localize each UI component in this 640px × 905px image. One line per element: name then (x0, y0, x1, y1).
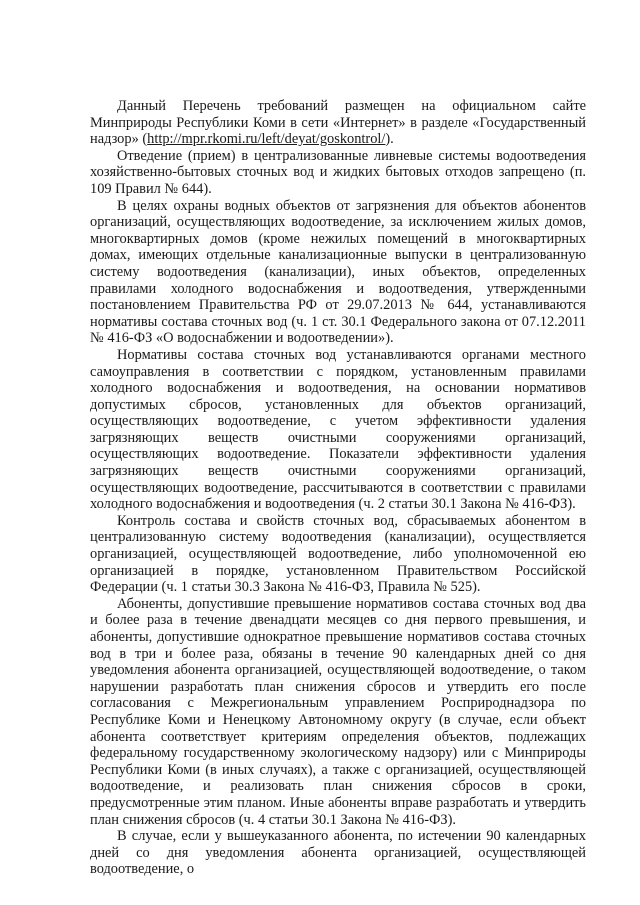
paragraph-wastewater-standards: Нормативы состава сточных вод устанавливаются органами местного самоуправления в соответствии с порядком, установленным правилами холодного водоснабжения и водоотведения, на основании нормативов допустимых сбросов, установленных для объектов организаций, осуществляющих водоотведение, с учетом эффективности удаления загрязняющих веществ очистными сооружениями организаций, осуществляющих водоотведение. Показатели эффективности удаления загрязняющих веществ очистными сооружениями организаций, осуществляющих водоотведение, рассчитываются в соответствии с правилами холодного водоснабжения и водоотведения (ч. 2 статьи 30.1 Закона № 416-ФЗ). (90, 346, 586, 513)
paragraph-storm-drainage: Отведение (прием) в централизованные ливневые системы водоотведения хозяйственно-бытовых сточных вод и жидких бытовых отходов запрещено (п. 109 Правил № 644). (90, 147, 586, 197)
paragraph-text: ). (385, 131, 394, 148)
paragraph-text: Данный Перечень требований размещен на официальном сайте Минприроды Республики Коми в сети «Интернет» в разделе «Государственный надзор» ( (90, 98, 586, 148)
paragraph-water-protection: В целях охраны водных объектов от загрязнения для объектов абонентов организаций, осуществляющих водоотведение, за исключением жилых домов, многоквартирных домов (кроме нежилых помещений в многоквартирных домах, имеющих отдельные канализационные выпуски в централизованную систему водоотведения (канализации), иных объектов, определенных правилами холодного водоснабжения и водоотведения, утвержденными постановлением Правительства РФ от 29.07.2013 № 644, устанавливаются нормативы состава сточных вод (ч. 1 ст. 30.1 Федерального закона от 07.12.2011 № 416-ФЗ «О водоснабжении и водоотведении»). (90, 197, 586, 347)
paragraph-subscriber-violations: Абоненты, допустившие превышение нормативов состава сточных вод два и более раза в течение двенадцати месяцев со дня первого превышения, и абоненты, допустившие однократное превышение нормативов состава сточных вод в три и более раза, обязаны в течение 90 календарных дней со дня уведомления абонента организацией, осуществляющей водоотведение, о таком нарушении разработать план снижения сбросов и утвердить его после согласования с Межрегиональным управлением Росприроднадзора по Республике Коми и Ненецкому Автономному округу (в случае, если объект абонента соответствует критериям определения объектов, подлежащих федеральному государственному экологическому надзору) или с Минприроды Республики Коми (в иных случаях), а также с организацией, осуществляющей водоотведение, и реализовать план снижения сбросов в сроки, предусмотренные этим планом. Иные абоненты вправе разработать и утвердить план снижения сбросов (ч. 4 статьи 30.1 Закона № 416-ФЗ). (90, 595, 586, 828)
paragraph-deadline-expiry: В случае, если у вышеуказанного абонента, по истечении 90 календарных дней со дня уведомления абонента организацией, осуществляющей водоотведение, о (90, 828, 586, 878)
paragraph-publication-notice (90, 98, 586, 148)
website-link[interactable]: http://mpr.rkomi.ru/left/deyat/goskontrol/ (147, 131, 386, 148)
paragraph-composition-control: Контроль состава и свойств сточных вод, сбрасываемых абонентом в централизованную систему водоотведения (канализации), осуществляется организацией, осуществляющей водоотведение, либо уполномоченной ею организацией в порядке, установленном Правительством Российской Федерации (ч. 1 статьи 30.3 Закона № 416-ФЗ, Правила № 525). (90, 512, 586, 596)
